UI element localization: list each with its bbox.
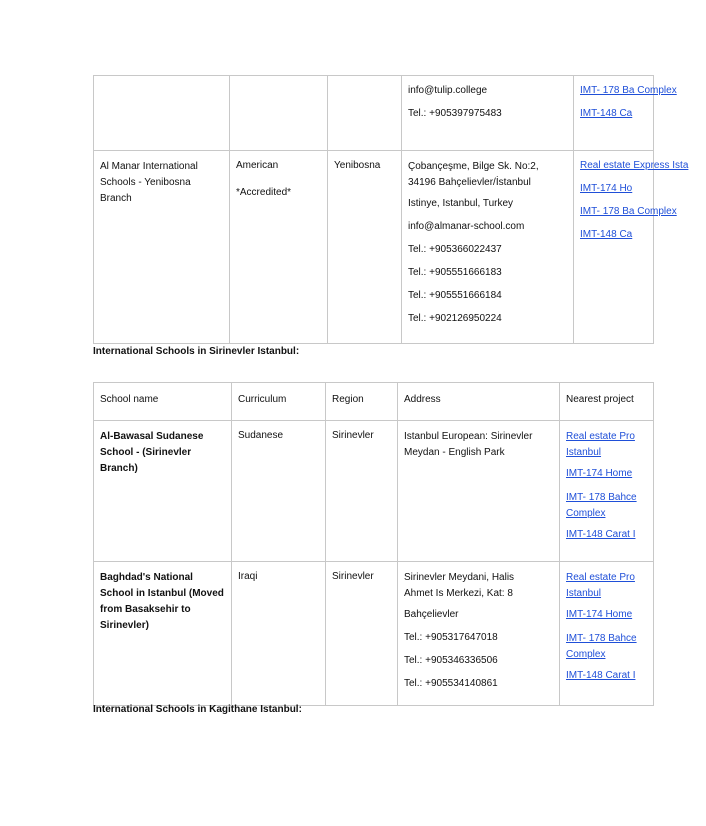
links-cell xyxy=(574,76,677,151)
address-text: Bahçelievler xyxy=(404,609,459,620)
phone-text: Tel.: +905366022437 xyxy=(408,244,502,255)
links-cell xyxy=(560,562,654,706)
project-link[interactable]: Real estate Pro Istanbul xyxy=(566,431,635,458)
section-heading-kagithane: International Schools in Kagithane Istanbul: xyxy=(93,704,302,715)
school-name: Baghdad's National School in Istanbul (Moved from Basaksehir to Sirinevler) xyxy=(100,572,224,631)
region-text: Sirinevler xyxy=(332,571,374,582)
project-link[interactable]: IMT-148 Carat I xyxy=(566,670,636,681)
project-link[interactable]: IMT- 178 Bahce Complex xyxy=(566,633,637,660)
links-cell xyxy=(574,151,689,344)
region-cell xyxy=(328,151,402,344)
table-row xyxy=(94,562,654,706)
phone-text: Tel.: +905397975483 xyxy=(408,108,502,119)
address-text: Çobançeşme, Bilge Sk. No:2, 34196 Bahçelievler/İstanbul xyxy=(408,161,539,188)
address-cell xyxy=(398,421,560,562)
region-text: Sirinevler xyxy=(332,430,374,441)
address-cell xyxy=(402,151,574,344)
section-heading-sirinevler: International Schools in Sirinevler Istanbul: xyxy=(93,346,300,357)
school-cell xyxy=(94,421,232,562)
address-text: Sirinevler Meydani, Halis Ahmet Is Merkezi, Kat: 8 xyxy=(404,572,515,599)
project-link[interactable]: IMT-148 Ca xyxy=(580,108,633,119)
curriculum-text: Sudanese xyxy=(238,430,284,441)
curriculum-text: American xyxy=(236,160,279,171)
project-link[interactable]: Real estate Express Ista xyxy=(580,160,689,171)
header-cell: Nearest project xyxy=(560,383,654,421)
address-text: Istanbul European: Sirinevler Meydan - English Park xyxy=(404,431,533,458)
address-text: Istinye, Istanbul, Turkey xyxy=(408,198,514,209)
address-cell xyxy=(402,76,574,151)
school-name: Al Manar International Schools - Yenibosna Branch xyxy=(100,161,198,204)
header-cell: School name xyxy=(94,383,232,421)
project-link[interactable]: IMT- 178 Bahce Complex xyxy=(566,492,637,519)
curriculum-text: Iraqi xyxy=(238,571,258,582)
school-cell xyxy=(94,76,230,151)
curriculum-cell xyxy=(232,421,326,562)
table-row xyxy=(94,421,654,562)
project-link[interactable]: IMT- 178 Ba Complex xyxy=(580,206,677,217)
phone-text: Tel.: +905346336506 xyxy=(404,655,498,666)
phone-text: Tel.: +905317647018 xyxy=(404,632,498,643)
region-cell xyxy=(328,76,402,151)
school-name: Al-Bawasal Sudanese School - (Sirinevler Branch) xyxy=(100,431,204,474)
project-link[interactable]: Real estate Pro Istanbul xyxy=(566,572,635,599)
accredited-text: *Accredited* xyxy=(236,187,292,198)
project-link[interactable]: IMT-174 Home xyxy=(566,609,633,620)
table-row xyxy=(94,76,654,151)
header-cell: Address xyxy=(398,383,560,421)
project-link[interactable]: IMT-174 Ho xyxy=(580,183,633,194)
curriculum-cell xyxy=(230,76,328,151)
table-header-row xyxy=(94,383,654,421)
schools-table-yenibosna-grid xyxy=(93,75,689,344)
school-cell xyxy=(94,562,232,706)
phone-text: Tel.: +902126950224 xyxy=(408,313,502,324)
region-cell xyxy=(326,421,398,562)
curriculum-cell xyxy=(232,562,326,706)
email-text: info@almanar-school.com xyxy=(408,221,525,232)
address-cell xyxy=(398,562,560,706)
project-link[interactable]: IMT-148 Ca xyxy=(580,229,633,240)
schools-table-sirinevler xyxy=(93,382,654,706)
region-cell xyxy=(326,562,398,706)
school-cell xyxy=(94,151,230,344)
email-text: info@tulip.college xyxy=(408,85,488,96)
header-cell: Curriculum xyxy=(232,383,326,421)
region-text: Yenibosna xyxy=(334,160,381,171)
curriculum-cell xyxy=(230,151,328,344)
phone-text: Tel.: +905534140861 xyxy=(404,678,498,689)
phone-text: Tel.: +905551666184 xyxy=(408,290,502,301)
project-link[interactable]: IMT- 178 Ba Complex xyxy=(580,85,677,96)
header-cell: Region xyxy=(326,383,398,421)
phone-text: Tel.: +905551666183 xyxy=(408,267,502,278)
links-cell xyxy=(560,421,654,562)
project-link[interactable]: IMT-148 Carat I xyxy=(566,529,636,540)
table-row xyxy=(94,151,654,344)
project-link[interactable]: IMT-174 Home xyxy=(566,468,633,479)
